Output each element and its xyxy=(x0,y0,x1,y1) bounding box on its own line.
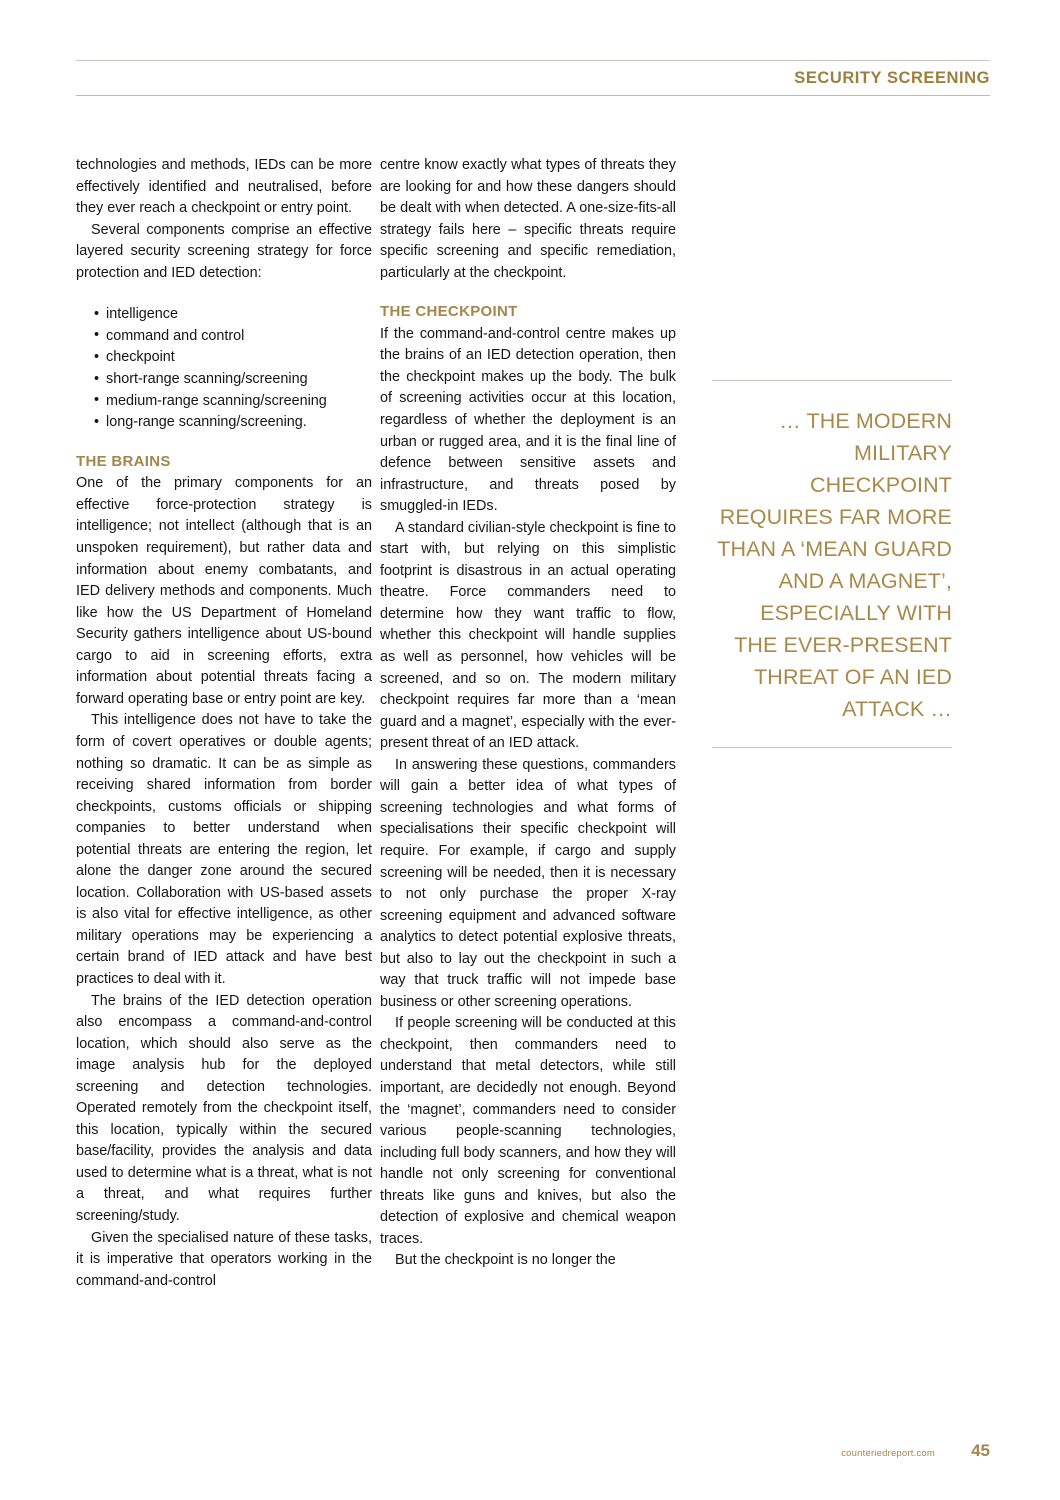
pull-quote-rule-bottom xyxy=(712,747,952,748)
page-number: 45 xyxy=(971,1441,990,1460)
paragraph: In answering these questions, commanders will gain a better idea of what types of screening technologies and what forms of specialisations their specific checkpoint will require. For example, if cargo and supply screening will be needed, then it is necessary to not only purchase the proper X-ray screening equipment and advanced software analytics to detect potential explosive threats, but also to lay out the checkpoint in such a way that truck traffic will not impede base business or other screening operations. xyxy=(380,756,676,1010)
header-band xyxy=(76,61,990,95)
paragraph: centre know exactly what types of threats they are looking for and how these dangers should be dealt with when detected. A one-size-fits-all strategy fails here – specific threats require specific screening and specific remediation, particularly at the checkpoint. xyxy=(380,157,676,281)
pull-quote-text: … THE MODERN MILITARY CHECKPOINT REQUIRES FAR MORE THAN A ‘MEAN GUARD AND A MAGNET’, ESPECIALLY WITH THE EVER-PRESENT THREAT OF AN IED ATTACK … xyxy=(717,409,952,721)
paragraph: If people screening will be conducted at this checkpoint, then commanders need to understand that metal detectors, while still important, are decidedly not enough. Beyond the ‘magnet’, commanders need to consider various people-scanning technologies, including full body scanners, and how they will handle not only screening for conventional threats like guns and knives, but also the detection of explosive and chemical weapon traces. xyxy=(380,1015,676,1247)
paragraph: One of the primary components for an effective force-protection strategy is intelligence; not intellect (although that is an unspoken requirement), but rather data and information about enemy combatants, and IED delivery methods and components. Much like how the US Department of Homeland Security gathers intelligence about US-bound cargo to aid in screening efforts, extra information about potential threats facing a forward operating base or entry point are key. xyxy=(76,475,372,707)
list-item: • long-range scanning/screening. xyxy=(94,412,372,434)
left-column xyxy=(76,155,372,1292)
paragraph: The brains of the IED detection operation also encompass a command-and-control location, which should also serve as the image analysis hub for the deployed screening and detection technologies. Operated remotely from the checkpoint itself, this location, typically within the secured base/facility, provides the analysis and data used to determine what is a threat, what is not a threat, and what requires further screening/study. xyxy=(76,992,372,1224)
list-item: • medium-range scanning/screening xyxy=(94,391,372,413)
running-header xyxy=(76,60,990,96)
paragraph: But the checkpoint is no longer the xyxy=(395,1252,616,1269)
list-item: • intelligence xyxy=(94,304,372,326)
paragraph: This intelligence does not have to take the form of covert operatives or double agents; nothing so dramatic. It can be as simple as receiving shared information from border checkpoints, customs officials or shipping companies to better understand when potential threats are entering the region, let alone the danger zone around the secured location. Collaboration with US-based assets is also vital for effective intelligence, as other military operations may be experiencing a certain brand of IED attack and have best practices to deal with it. xyxy=(76,712,372,987)
list-item: • short-range scanning/screening xyxy=(94,369,372,391)
paragraph: If the command-and-control centre makes up the brains of an IED detection operation, then the checkpoint makes up the body. The bulk of screening activities occur at this location, regardless of whether the deployment is an urban or rugged area, and it is the final line of defence between sensitive assets and infrastructure, and threats posed by smuggled-in IEDs. xyxy=(380,325,676,515)
header-title: SECURITY SCREENING xyxy=(794,68,990,87)
right-column xyxy=(380,155,676,1272)
paragraph: Several components comprise an effective layered security screening strategy for force protection and IED detection: xyxy=(76,221,372,281)
list-item: • command and control xyxy=(94,326,372,348)
paragraph: A standard civilian-style checkpoint is fine to start with, but relying on this simplistic footprint is disastrous in an actual operating theatre. Force commanders need to determine how they want traffic to flow, whether this checkpoint will handle supplies as well as personnel, how vehicles will be screened, and so on. The modern military checkpoint requires far more than a ‘mean guard and a magnet’, especially with the ever-present threat of an IED attack. xyxy=(380,519,676,752)
page-footer xyxy=(76,1441,990,1461)
section-heading-the-checkpoint: THE CHECKPOINT xyxy=(380,303,518,321)
header-rule-bottom xyxy=(76,95,990,96)
paragraph: technologies and methods, IEDs can be more effectively identified and neutralised, before they ever reach a checkpoint or entry point. xyxy=(76,157,372,217)
pull-quote xyxy=(712,380,952,748)
component-list xyxy=(76,304,372,434)
list-item: • checkpoint xyxy=(94,347,372,369)
section-heading-the-brains: THE BRAINS xyxy=(76,452,171,470)
paragraph: Given the specialised nature of these tasks, it is imperative that operators working in the command-and-control xyxy=(76,1229,372,1289)
footer-website: counteriedreport.com xyxy=(841,1448,935,1459)
